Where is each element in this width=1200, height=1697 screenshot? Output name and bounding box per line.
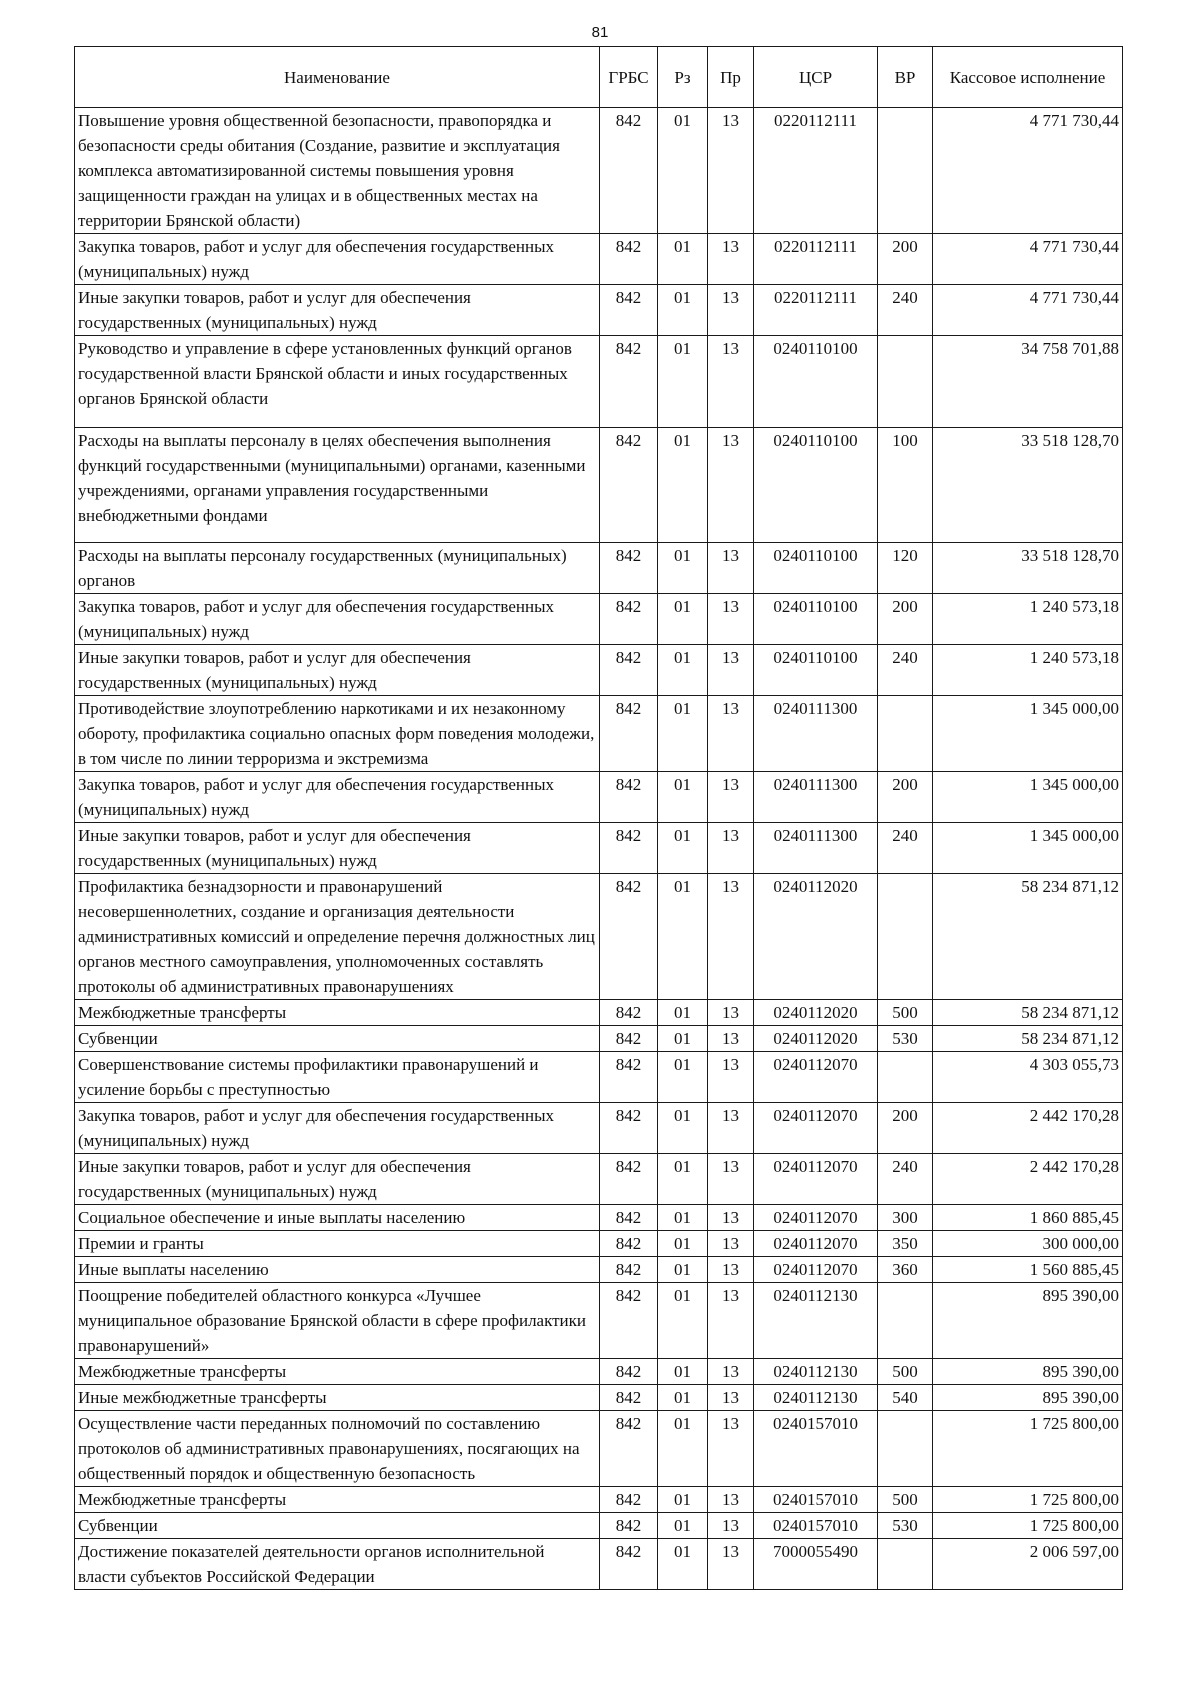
table-row	[75, 1487, 1123, 1513]
row-csr: 0240112020	[754, 874, 878, 1000]
table-row	[75, 1513, 1123, 1539]
row-rz: 01	[658, 108, 708, 234]
row-rz: 01	[658, 696, 708, 772]
row-amount: 1 725 800,00	[933, 1411, 1123, 1487]
row-rz: 01	[658, 1539, 708, 1590]
row-grbs: 842	[600, 1359, 658, 1385]
table-row	[75, 772, 1123, 823]
row-pr: 13	[708, 336, 754, 428]
table-row	[75, 874, 1123, 1000]
table-row	[75, 594, 1123, 645]
row-csr: 0240112070	[754, 1231, 878, 1257]
row-amount: 1 345 000,00	[933, 823, 1123, 874]
row-name: Иные закупки товаров, работ и услуг для обеспечения государственных (муниципальных) нужд	[75, 823, 600, 874]
table-row	[75, 1231, 1123, 1257]
row-amount: 2 442 170,28	[933, 1154, 1123, 1205]
row-grbs: 842	[600, 336, 658, 428]
row-amount: 33 518 128,70	[933, 428, 1123, 543]
header-row	[75, 47, 1123, 108]
row-grbs: 842	[600, 1000, 658, 1026]
table-row	[75, 1283, 1123, 1359]
row-csr: 0220112111	[754, 108, 878, 234]
table-row	[75, 1257, 1123, 1283]
row-name: Закупка товаров, работ и услуг для обеспечения государственных (муниципальных) нужд	[75, 772, 600, 823]
header-name: Наименование	[75, 47, 600, 108]
row-pr: 13	[708, 428, 754, 543]
row-grbs: 842	[600, 1539, 658, 1590]
row-amount: 1 725 800,00	[933, 1487, 1123, 1513]
row-rz: 01	[658, 1385, 708, 1411]
row-rz: 01	[658, 823, 708, 874]
row-pr: 13	[708, 1205, 754, 1231]
row-amount: 1 345 000,00	[933, 772, 1123, 823]
row-grbs: 842	[600, 1154, 658, 1205]
row-grbs: 842	[600, 1513, 658, 1539]
row-pr: 13	[708, 1385, 754, 1411]
row-csr: 0240110100	[754, 594, 878, 645]
row-vr: 540	[878, 1385, 933, 1411]
row-name: Поощрение победителей областного конкурса «Лучшее муниципальное образование Брянской области в сфере профилактики правонарушений»	[75, 1283, 600, 1359]
row-vr: 200	[878, 1103, 933, 1154]
row-csr: 0240157010	[754, 1411, 878, 1487]
row-amount: 1 725 800,00	[933, 1513, 1123, 1539]
table-row	[75, 1539, 1123, 1590]
row-vr	[878, 1052, 933, 1103]
row-rz: 01	[658, 1257, 708, 1283]
row-rz: 01	[658, 772, 708, 823]
row-name: Противодействие злоупотреблению наркотиками и их незаконному обороту, профилактика социально опасных форм поведения молодежи, в том числе по линии терроризма и экстремизма	[75, 696, 600, 772]
row-grbs: 842	[600, 594, 658, 645]
row-pr: 13	[708, 234, 754, 285]
row-csr: 0240110100	[754, 336, 878, 428]
table-row	[75, 1385, 1123, 1411]
row-pr: 13	[708, 823, 754, 874]
row-amount: 2 442 170,28	[933, 1103, 1123, 1154]
row-vr	[878, 696, 933, 772]
row-pr: 13	[708, 696, 754, 772]
row-amount: 4 771 730,44	[933, 285, 1123, 336]
row-name: Расходы на выплаты персоналу государственных (муниципальных) органов	[75, 543, 600, 594]
row-csr: 0240112070	[754, 1052, 878, 1103]
row-vr: 100	[878, 428, 933, 543]
row-grbs: 842	[600, 1103, 658, 1154]
row-vr: 300	[878, 1205, 933, 1231]
budget-table	[74, 46, 1123, 1590]
table-row	[75, 823, 1123, 874]
row-pr: 13	[708, 1103, 754, 1154]
page-number: 81	[591, 24, 609, 41]
row-amount: 58 234 871,12	[933, 874, 1123, 1000]
row-vr	[878, 108, 933, 234]
row-grbs: 842	[600, 1411, 658, 1487]
row-csr: 0240112070	[754, 1257, 878, 1283]
row-pr: 13	[708, 645, 754, 696]
row-csr: 0240112020	[754, 1026, 878, 1052]
row-csr: 0240111300	[754, 823, 878, 874]
header-vr: ВР	[878, 47, 933, 108]
row-rz: 01	[658, 1359, 708, 1385]
row-name: Премии и гранты	[75, 1231, 600, 1257]
row-csr: 0240112070	[754, 1205, 878, 1231]
row-pr: 13	[708, 1000, 754, 1026]
row-name: Субвенции	[75, 1513, 600, 1539]
row-csr: 0240112130	[754, 1359, 878, 1385]
row-grbs: 842	[600, 428, 658, 543]
row-name: Осуществление части переданных полномочий по составлению протоколов об административных правонарушениях, посягающих на общественный порядок и общественную безопасность	[75, 1411, 600, 1487]
row-pr: 13	[708, 1539, 754, 1590]
table-row	[75, 696, 1123, 772]
row-rz: 01	[658, 1283, 708, 1359]
row-pr: 13	[708, 1411, 754, 1487]
row-pr: 13	[708, 1513, 754, 1539]
row-vr: 530	[878, 1026, 933, 1052]
row-name: Закупка товаров, работ и услуг для обеспечения государственных (муниципальных) нужд	[75, 234, 600, 285]
row-vr: 500	[878, 1000, 933, 1026]
row-rz: 01	[658, 234, 708, 285]
row-name: Достижение показателей деятельности органов исполнительной власти субъектов Российской Федерации	[75, 1539, 600, 1590]
row-pr: 13	[708, 108, 754, 234]
row-vr: 240	[878, 645, 933, 696]
row-vr: 500	[878, 1359, 933, 1385]
row-amount: 4 771 730,44	[933, 234, 1123, 285]
row-rz: 01	[658, 594, 708, 645]
row-pr: 13	[708, 1359, 754, 1385]
row-csr: 0240112070	[754, 1154, 878, 1205]
row-amount: 1 240 573,18	[933, 645, 1123, 696]
row-vr: 200	[878, 594, 933, 645]
row-name: Межбюджетные трансферты	[75, 1487, 600, 1513]
row-vr	[878, 336, 933, 428]
row-amount: 58 234 871,12	[933, 1000, 1123, 1026]
row-amount: 895 390,00	[933, 1359, 1123, 1385]
row-rz: 01	[658, 874, 708, 1000]
header-amount: Кассовое исполнение	[933, 47, 1123, 108]
row-rz: 01	[658, 428, 708, 543]
row-rz: 01	[658, 1026, 708, 1052]
row-pr: 13	[708, 1231, 754, 1257]
row-grbs: 842	[600, 1231, 658, 1257]
table-row	[75, 645, 1123, 696]
row-name: Социальное обеспечение и иные выплаты населению	[75, 1205, 600, 1231]
row-rz: 01	[658, 1231, 708, 1257]
row-name: Иные закупки товаров, работ и услуг для обеспечения государственных (муниципальных) нужд	[75, 285, 600, 336]
row-pr: 13	[708, 594, 754, 645]
row-amount: 1 345 000,00	[933, 696, 1123, 772]
row-csr: 0240110100	[754, 543, 878, 594]
row-grbs: 842	[600, 772, 658, 823]
row-rz: 01	[658, 1000, 708, 1026]
row-amount: 58 234 871,12	[933, 1026, 1123, 1052]
table-row	[75, 1052, 1123, 1103]
row-amount: 1 860 885,45	[933, 1205, 1123, 1231]
row-vr: 200	[878, 234, 933, 285]
row-name: Иные закупки товаров, работ и услуг для обеспечения государственных (муниципальных) нужд	[75, 645, 600, 696]
table-row	[75, 336, 1123, 428]
row-name: Субвенции	[75, 1026, 600, 1052]
row-csr: 0240110100	[754, 645, 878, 696]
row-rz: 01	[658, 543, 708, 594]
row-grbs: 842	[600, 1205, 658, 1231]
row-csr: 0240112130	[754, 1283, 878, 1359]
row-rz: 01	[658, 1487, 708, 1513]
row-vr	[878, 1283, 933, 1359]
table-row	[75, 1000, 1123, 1026]
row-grbs: 842	[600, 234, 658, 285]
row-amount: 895 390,00	[933, 1283, 1123, 1359]
row-grbs: 842	[600, 1487, 658, 1513]
row-pr: 13	[708, 1026, 754, 1052]
table-row	[75, 1205, 1123, 1231]
row-vr: 350	[878, 1231, 933, 1257]
row-grbs: 842	[600, 1026, 658, 1052]
row-rz: 01	[658, 1411, 708, 1487]
row-amount: 1 560 885,45	[933, 1257, 1123, 1283]
row-csr: 0220112111	[754, 285, 878, 336]
header-grbs: ГРБС	[600, 47, 658, 108]
row-pr: 13	[708, 1257, 754, 1283]
row-vr: 500	[878, 1487, 933, 1513]
row-grbs: 842	[600, 1385, 658, 1411]
row-rz: 01	[658, 1513, 708, 1539]
row-grbs: 842	[600, 874, 658, 1000]
row-vr	[878, 1411, 933, 1487]
row-grbs: 842	[600, 1283, 658, 1359]
row-vr	[878, 1539, 933, 1590]
row-name: Совершенствование системы профилактики правонарушений и усиление борьбы с преступностью	[75, 1052, 600, 1103]
row-csr: 0240111300	[754, 696, 878, 772]
table-row	[75, 108, 1123, 234]
row-csr: 7000055490	[754, 1539, 878, 1590]
row-name: Межбюджетные трансферты	[75, 1359, 600, 1385]
row-vr: 240	[878, 285, 933, 336]
row-amount: 4 771 730,44	[933, 108, 1123, 234]
table-row	[75, 428, 1123, 543]
row-pr: 13	[708, 1052, 754, 1103]
row-pr: 13	[708, 285, 754, 336]
row-pr: 13	[708, 1487, 754, 1513]
row-name: Межбюджетные трансферты	[75, 1000, 600, 1026]
row-name: Закупка товаров, работ и услуг для обеспечения государственных (муниципальных) нужд	[75, 1103, 600, 1154]
row-name: Расходы на выплаты персоналу в целях обеспечения выполнения функций государственными (муниципальными) органами, казенными учреждениями, органами управления государственными внебюджетными фондами	[75, 428, 600, 543]
header-pr: Пр	[708, 47, 754, 108]
row-csr: 0240112130	[754, 1385, 878, 1411]
row-rz: 01	[658, 1154, 708, 1205]
row-name: Иные межбюджетные трансферты	[75, 1385, 600, 1411]
table-row	[75, 1103, 1123, 1154]
table-row	[75, 1411, 1123, 1487]
row-csr: 0240157010	[754, 1513, 878, 1539]
table-row	[75, 543, 1123, 594]
row-csr: 0240112020	[754, 1000, 878, 1026]
row-grbs: 842	[600, 1052, 658, 1103]
row-csr: 0220112111	[754, 234, 878, 285]
row-rz: 01	[658, 1103, 708, 1154]
row-pr: 13	[708, 1283, 754, 1359]
row-rz: 01	[658, 336, 708, 428]
row-vr: 360	[878, 1257, 933, 1283]
row-amount: 300 000,00	[933, 1231, 1123, 1257]
row-pr: 13	[708, 772, 754, 823]
header-rz: Рз	[658, 47, 708, 108]
row-grbs: 842	[600, 1257, 658, 1283]
row-vr: 240	[878, 1154, 933, 1205]
row-name: Закупка товаров, работ и услуг для обеспечения государственных (муниципальных) нужд	[75, 594, 600, 645]
row-name: Профилактика безнадзорности и правонарушений несовершеннолетних, создание и организация деятельности административных комиссий и определение перечня должностных лиц органов местного самоуправления, уполномоченных составлять протоколы об административных правонарушениях	[75, 874, 600, 1000]
row-csr: 0240110100	[754, 428, 878, 543]
row-name: Руководство и управление в сфере установленных функций органов государственной власти Брянской области и иных государственных органов Брянской области	[75, 336, 600, 428]
row-amount: 4 303 055,73	[933, 1052, 1123, 1103]
row-csr: 0240157010	[754, 1487, 878, 1513]
row-vr: 240	[878, 823, 933, 874]
row-vr	[878, 874, 933, 1000]
row-grbs: 842	[600, 696, 658, 772]
table-row	[75, 234, 1123, 285]
row-grbs: 842	[600, 645, 658, 696]
row-rz: 01	[658, 645, 708, 696]
row-pr: 13	[708, 1154, 754, 1205]
table-row	[75, 1154, 1123, 1205]
row-vr: 530	[878, 1513, 933, 1539]
row-grbs: 842	[600, 108, 658, 234]
row-rz: 01	[658, 1205, 708, 1231]
row-name: Иные закупки товаров, работ и услуг для обеспечения государственных (муниципальных) нужд	[75, 1154, 600, 1205]
table-body	[75, 108, 1123, 1590]
table-row	[75, 285, 1123, 336]
row-amount: 1 240 573,18	[933, 594, 1123, 645]
row-rz: 01	[658, 1052, 708, 1103]
row-amount: 895 390,00	[933, 1385, 1123, 1411]
row-amount: 34 758 701,88	[933, 336, 1123, 428]
row-amount: 2 006 597,00	[933, 1539, 1123, 1590]
row-name: Повышение уровня общественной безопасности, правопорядка и безопасности среды обитания (Создание, развитие и эксплуатация комплекса автоматизированной системы повышения уровня защищенности граждан на улицах и в общественных местах на территории Брянской области)	[75, 108, 600, 234]
row-pr: 13	[708, 543, 754, 594]
header-csr: ЦСР	[754, 47, 878, 108]
row-rz: 01	[658, 285, 708, 336]
row-amount: 33 518 128,70	[933, 543, 1123, 594]
row-name: Иные выплаты населению	[75, 1257, 600, 1283]
row-pr: 13	[708, 874, 754, 1000]
row-csr: 0240112070	[754, 1103, 878, 1154]
row-vr: 200	[878, 772, 933, 823]
row-grbs: 842	[600, 823, 658, 874]
table-row	[75, 1359, 1123, 1385]
table-row	[75, 1026, 1123, 1052]
row-grbs: 842	[600, 543, 658, 594]
row-vr: 120	[878, 543, 933, 594]
row-grbs: 842	[600, 285, 658, 336]
row-csr: 0240111300	[754, 772, 878, 823]
